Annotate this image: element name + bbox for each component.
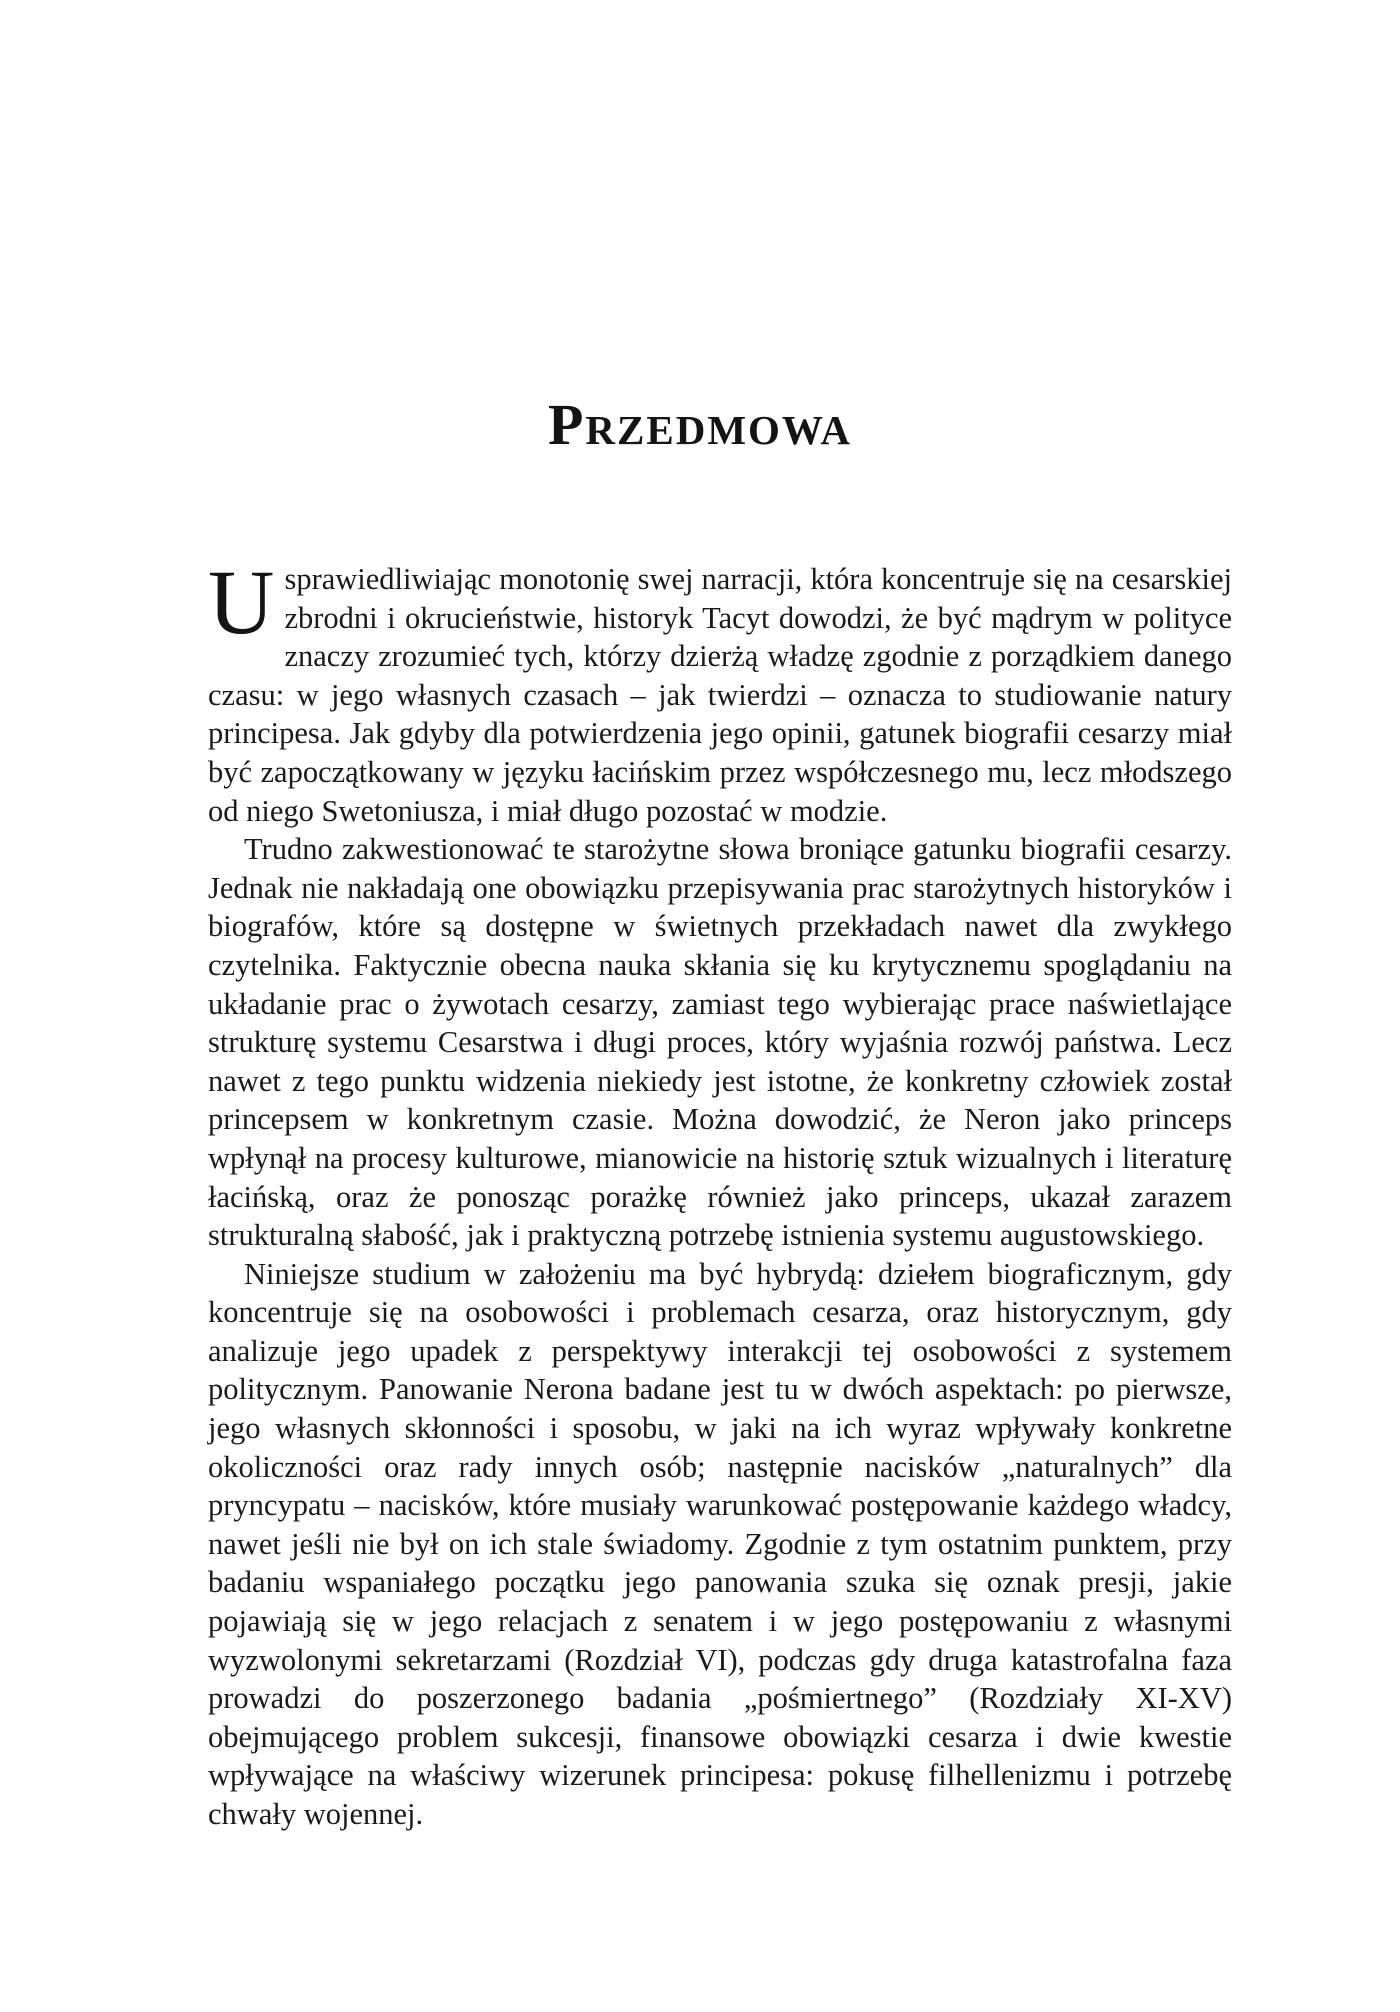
- paragraph-1-text: sprawiedliwiając monotonię swej narracji, która koncentruje się na cesarskiej zbrodni i okrucieństwie, historyk Tacyt dowodzi, że być mądrym w polityce znaczy zrozumieć tych, którzy dzierżą władzę zgodnie z porządkiem danego czasu: w jego własnych czasach – jak twierdzi – oznacza to studiowanie natury principesa. Jak gdyby dla potwierdzenia jego opinii, gatunek biografii cesarzy miał być zapoczątkowany w języku łacińskim przez współczesnego mu, lecz młodszego od niego Swetoniusza, i miał długo pozostać w modzie.: [208, 562, 1232, 828]
- drop-cap: U: [208, 551, 275, 653]
- body-text: [208, 551, 1232, 1834]
- paragraph-1: [208, 551, 1232, 830]
- paragraph-3: Niniejsze studium w założeniu ma być hybrydą: dziełem biograficznym, gdy koncentruje się na osobowości i problemach cesarza, oraz historycznym, gdy analizuje jego upadek z perspektywy interakcji tej osobowości z systemem politycznym. Panowanie Nerona badane jest tu w dwóch aspektach: po pierwsze, jego własnych skłonności i sposobu, w jaki na ich wyraz wpływały konkretne okoliczności oraz rady innych osób; następnie nacisków „naturalnych” dla pryncypatu – nacisków, które musiały warunkować postępowanie każdego władcy, nawet jeśli nie był on ich stale świadomy. Zgodnie z tym ostatnim punktem, przy badaniu wspaniałego początku jego panowania szuka się oznak presji, jakie pojawiają się w jego relacjach z senatem i w jego postępowaniu z własnymi wyzwolonymi sekretarzami (Rozdział VI), podczas gdy druga katastrofalna faza prowadzi do poszerzonego badania „pośmiertnego” (Rozdziały XI-XV) obejmującego problem sukcesji, finansowe obowiązki cesarza i dwie kwestie wpływające na właściwy wizerunek principesa: pokusę filhellenizmu i potrzebę chwały wojennej.: [208, 1256, 1232, 1831]
- paragraph-2: Trudno zakwestionować te starożytne słowa broniące gatunku biografii cesarzy. Jednak nie nakładają one obowiązku przepisywania prac starożytnych historyków i biografów, które są dostępne w świetnych przekładach nawet dla zwykłego czytelnika. Faktycznie obecna nauka skłania się ku krytycznemu spoglądaniu na układanie prac o żywotach cesarzy, zamiast tego wybierając prace naświetlające strukturę systemu Cesarstwa i długi proces, który wyjaśnia rozwój państwa. Lecz nawet z tego punktu widzenia niekiedy jest istotne, że konkretny człowiek został princepsem w konkretnym czasie. Można dowodzić, że Neron jako princeps wpłynął na procesy kulturowe, mianowicie na historię sztuk wizualnych i literaturę łacińską, oraz że ponosząc porażkę również jako princeps, ukazał zarazem strukturalną słabość, jak i praktyczną potrzebę istnienia systemu augustowskiego.: [208, 832, 1232, 1253]
- chapter-title: Przedmowa: [548, 392, 852, 457]
